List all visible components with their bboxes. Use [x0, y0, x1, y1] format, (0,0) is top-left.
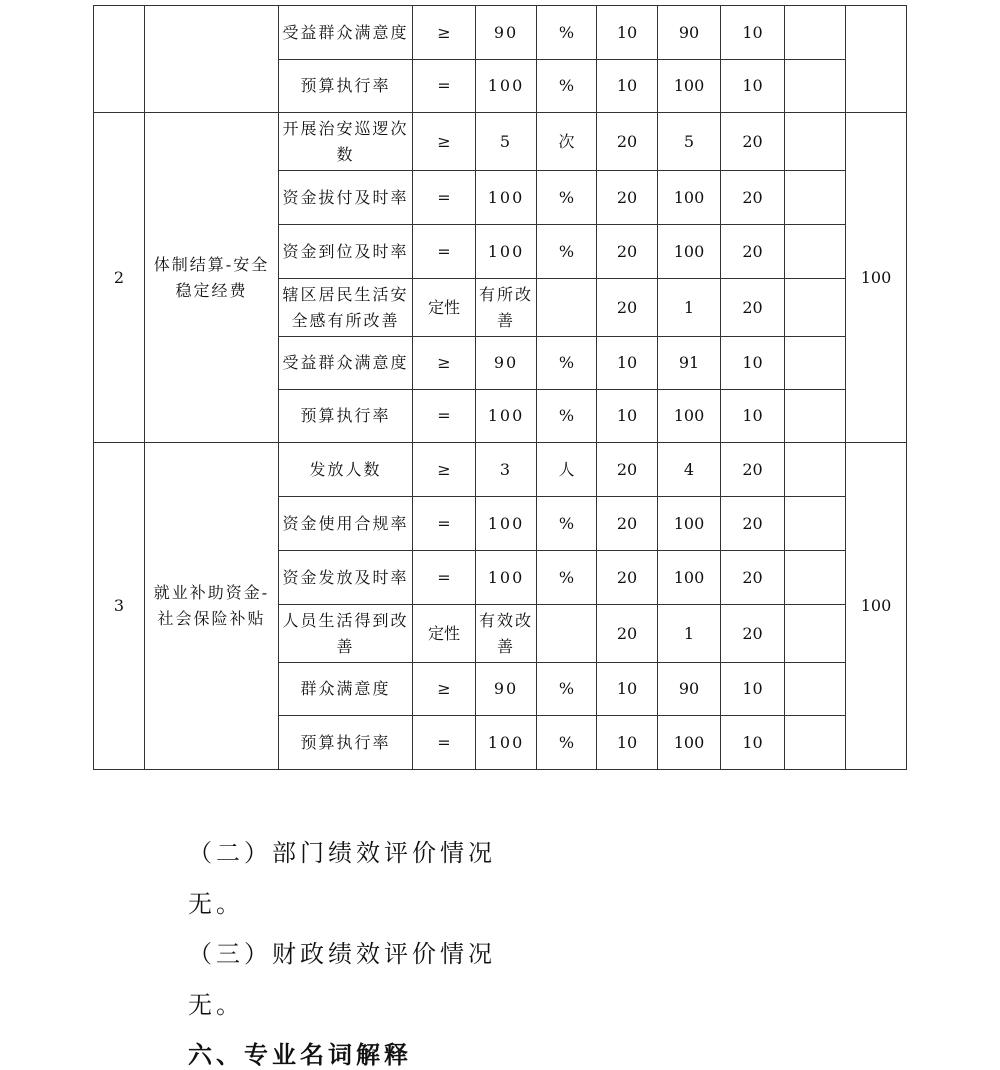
indicator-cell: 受益群众满意度 [279, 337, 413, 390]
target-cell: 100 [476, 171, 537, 225]
indicator-cell: 开展治安巡逻次数 [279, 113, 413, 171]
remark-cell [785, 113, 846, 171]
operator-cell: = [413, 497, 476, 551]
project-name-cell: 就业补助资金-社会保险补贴 [145, 443, 279, 770]
operator-cell: = [413, 390, 476, 443]
total-score-cell: 100 [846, 443, 907, 770]
score-cell: 20 [721, 225, 785, 279]
score-cell: 20 [721, 443, 785, 497]
indicator-cell: 发放人数 [279, 443, 413, 497]
remark-cell [785, 551, 846, 605]
score-cell: 20 [721, 113, 785, 171]
table-row [94, 113, 907, 171]
weight-cell: 20 [597, 551, 658, 605]
actual-value-cell: 1 [658, 279, 721, 337]
unit-cell: % [537, 551, 597, 605]
weight-cell: 20 [597, 443, 658, 497]
score-cell: 10 [721, 6, 785, 60]
actual-value-cell: 100 [658, 497, 721, 551]
score-cell: 20 [721, 171, 785, 225]
weight-cell: 10 [597, 60, 658, 113]
actual-value-cell: 91 [658, 337, 721, 390]
score-cell: 10 [721, 716, 785, 770]
operator-cell: 定性 [413, 279, 476, 337]
remark-cell [785, 337, 846, 390]
operator-cell: ≥ [413, 6, 476, 60]
target-cell: 90 [476, 663, 537, 716]
score-cell: 20 [721, 605, 785, 663]
unit-cell: % [537, 60, 597, 113]
target-cell: 90 [476, 337, 537, 390]
operator-cell: = [413, 716, 476, 770]
weight-cell: 10 [597, 390, 658, 443]
fin-eval-body: 无。 [188, 991, 244, 1019]
indicator-cell: 群众满意度 [279, 663, 413, 716]
project-name-cell [145, 6, 279, 113]
weight-cell: 10 [597, 6, 658, 60]
score-cell: 10 [721, 663, 785, 716]
remark-cell [785, 225, 846, 279]
table-row [94, 443, 907, 497]
weight-cell: 20 [597, 497, 658, 551]
remark-cell [785, 663, 846, 716]
unit-cell: % [537, 497, 597, 551]
actual-value-cell: 5 [658, 113, 721, 171]
weight-cell: 20 [597, 171, 658, 225]
target-cell: 100 [476, 225, 537, 279]
actual-value-cell: 100 [658, 225, 721, 279]
target-cell: 有效改善 [476, 605, 537, 663]
operator-cell: 定性 [413, 605, 476, 663]
remark-cell [785, 716, 846, 770]
remark-cell [785, 171, 846, 225]
actual-value-cell: 1 [658, 605, 721, 663]
operator-cell: ≥ [413, 113, 476, 171]
remark-cell [785, 497, 846, 551]
project-index-cell: 2 [94, 113, 145, 443]
glossary-section-heading: 六、专业名词解释 [188, 1040, 412, 1069]
dept-eval-body: 无。 [188, 890, 244, 918]
unit-cell: % [537, 6, 597, 60]
target-cell: 100 [476, 716, 537, 770]
project-index-cell: 3 [94, 443, 145, 770]
operator-cell: = [413, 60, 476, 113]
target-cell: 100 [476, 551, 537, 605]
performance-table [93, 5, 907, 770]
unit-cell: % [537, 225, 597, 279]
total-score-cell: 100 [846, 113, 907, 443]
fin-eval-heading: （三）财政绩效评价情况 [188, 940, 496, 968]
operator-cell: = [413, 171, 476, 225]
project-name-cell: 体制结算-安全稳定经费 [145, 113, 279, 443]
indicator-cell: 资金到位及时率 [279, 225, 413, 279]
actual-value-cell: 4 [658, 443, 721, 497]
operator-cell: ≥ [413, 663, 476, 716]
actual-value-cell: 100 [658, 171, 721, 225]
target-cell: 90 [476, 6, 537, 60]
weight-cell: 20 [597, 279, 658, 337]
indicator-cell: 人员生活得到改善 [279, 605, 413, 663]
unit-cell: % [537, 171, 597, 225]
target-cell: 100 [476, 60, 537, 113]
total-score-cell [846, 6, 907, 113]
weight-cell: 10 [597, 716, 658, 770]
target-cell: 3 [476, 443, 537, 497]
dept-eval-heading: （二）部门绩效评价情况 [188, 839, 496, 867]
remark-cell [785, 6, 846, 60]
indicator-cell: 资金使用合规率 [279, 497, 413, 551]
unit-cell: 次 [537, 113, 597, 171]
score-cell: 20 [721, 497, 785, 551]
score-cell: 20 [721, 551, 785, 605]
unit-cell: 人 [537, 443, 597, 497]
actual-value-cell: 90 [658, 6, 721, 60]
weight-cell: 20 [597, 113, 658, 171]
target-cell: 有所改善 [476, 279, 537, 337]
unit-cell: % [537, 716, 597, 770]
project-index-cell [94, 6, 145, 113]
target-cell: 5 [476, 113, 537, 171]
weight-cell: 10 [597, 663, 658, 716]
unit-cell: % [537, 663, 597, 716]
target-cell: 100 [476, 390, 537, 443]
weight-cell: 20 [597, 225, 658, 279]
table-row [94, 6, 907, 60]
operator-cell: = [413, 551, 476, 605]
operator-cell: ≥ [413, 337, 476, 390]
indicator-cell: 预算执行率 [279, 390, 413, 443]
remark-cell [785, 390, 846, 443]
unit-cell: % [537, 390, 597, 443]
indicator-cell: 预算执行率 [279, 716, 413, 770]
actual-value-cell: 90 [658, 663, 721, 716]
weight-cell: 10 [597, 337, 658, 390]
indicator-cell: 预算执行率 [279, 60, 413, 113]
remark-cell [785, 443, 846, 497]
indicator-cell: 资金发放及时率 [279, 551, 413, 605]
unit-cell: % [537, 337, 597, 390]
remark-cell [785, 605, 846, 663]
actual-value-cell: 100 [658, 390, 721, 443]
actual-value-cell: 100 [658, 716, 721, 770]
score-cell: 20 [721, 279, 785, 337]
actual-value-cell: 100 [658, 551, 721, 605]
indicator-cell: 资金拔付及时率 [279, 171, 413, 225]
score-cell: 10 [721, 337, 785, 390]
unit-cell [537, 605, 597, 663]
target-cell: 100 [476, 497, 537, 551]
remark-cell [785, 60, 846, 113]
operator-cell: = [413, 225, 476, 279]
unit-cell [537, 279, 597, 337]
remark-cell [785, 279, 846, 337]
actual-value-cell: 100 [658, 60, 721, 113]
indicator-cell: 辖区居民生活安全感有所改善 [279, 279, 413, 337]
operator-cell: ≥ [413, 443, 476, 497]
weight-cell: 20 [597, 605, 658, 663]
score-cell: 10 [721, 60, 785, 113]
indicator-cell: 受益群众满意度 [279, 6, 413, 60]
score-cell: 10 [721, 390, 785, 443]
